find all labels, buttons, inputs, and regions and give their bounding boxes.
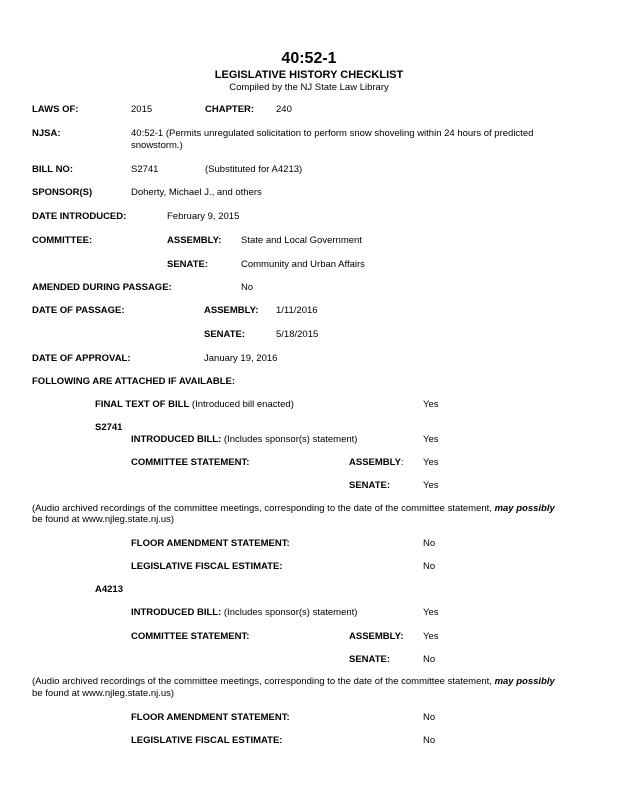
a4213-introduced-label: INTRODUCED BILL: (131, 607, 222, 618)
passage-senate-value: 5/18/2015 (276, 329, 319, 340)
s2741-introduced-value: Yes (423, 434, 439, 445)
passage-assembly-label: ASSEMBLY: (204, 305, 259, 316)
sponsors-value: Doherty, Michael J., and others (131, 187, 262, 198)
committee-senate-label: SENATE: (167, 259, 208, 270)
approval-label: DATE OF APPROVAL: (32, 353, 131, 364)
document-title: LEGISLATIVE HISTORY CHECKLIST (214, 69, 404, 81)
s2741-committee-label: COMMITTEE STATEMENT: (131, 457, 250, 468)
bill-no-value: S2741 (131, 164, 159, 175)
s2741-assembly-value: Yes (423, 457, 439, 468)
s2741-senate-value: Yes (423, 480, 439, 491)
a4213-audio-text: (Audio archived recordings of the committee meetings, corresponding to the date of the committee statement, (32, 676, 495, 687)
s2741-floor-value: No (423, 538, 436, 549)
a4213-audio-emphasis: may possibly (494, 676, 555, 687)
statute-number: 40:52-1 (281, 50, 337, 67)
s2741-senate-label: SENATE: (349, 480, 390, 491)
s2741-audio-emphasis: may possibly (494, 503, 555, 514)
approval-value: January 19, 2016 (204, 353, 278, 364)
final-text-value: Yes (423, 399, 439, 410)
s2741-fiscal-label: LEGISLATIVE FISCAL ESTIMATE: (131, 561, 283, 572)
s2741-introduced-label: INTRODUCED BILL: (131, 434, 222, 445)
bill-no-substitution-note: (Substituted for A4213) (205, 164, 303, 175)
passage-label: DATE OF PASSAGE: (32, 305, 125, 316)
laws-of-value: 2015 (131, 104, 153, 115)
committee-assembly-label: ASSEMBLY: (167, 235, 222, 246)
s2741-assembly-row (349, 457, 404, 469)
s2741-audio-line2: be found at www.njleg.state.nj.us) (32, 514, 175, 525)
chapter-value: 240 (276, 104, 292, 115)
committee-senate-value: Community and Urban Affairs (241, 259, 365, 270)
a4213-floor-value: No (423, 712, 436, 723)
committee-label: COMMITTEE: (32, 235, 93, 246)
amended-value: No (241, 282, 254, 293)
s2741-fiscal-value: No (423, 561, 436, 572)
a4213-audio-line1 (32, 676, 555, 688)
s2741-introduced-row (131, 434, 357, 446)
bill-no-label: BILL NO: (32, 164, 73, 175)
passage-senate-label: SENATE: (204, 329, 245, 340)
njsa-label: NJSA: (32, 128, 61, 139)
laws-of-label: LAWS OF: (32, 104, 79, 115)
s2741-floor-label: FLOOR AMENDMENT STATEMENT: (131, 538, 290, 549)
njsa-value-line1: 40:52-1 (Permits unregulated solicitation to perform snow shoveling within 24 hours of predicted (131, 128, 534, 139)
a4213-introduced-value: Yes (423, 607, 439, 618)
a4213-floor-label: FLOOR AMENDMENT STATEMENT: (131, 712, 290, 723)
a4213-introduced-row (131, 607, 357, 619)
s2741-heading: S2741 (95, 422, 123, 433)
a4213-assembly-label: ASSEMBLY: (349, 631, 404, 642)
a4213-introduced-note: (Includes sponsor(s) statement) (221, 607, 358, 618)
a4213-senate-value: No (423, 654, 436, 665)
s2741-assembly-colon: : (400, 457, 404, 468)
njsa-value-line2: snowstorm.) (131, 140, 183, 151)
chapter-label: CHAPTER: (205, 104, 255, 115)
date-introduced-label: DATE INTRODUCED: (32, 211, 127, 222)
date-introduced-value: February 9, 2015 (167, 211, 240, 222)
final-text-row (95, 399, 294, 411)
sponsors-label: SPONSOR(S) (32, 187, 93, 198)
a4213-fiscal-label: LEGISLATIVE FISCAL ESTIMATE: (131, 735, 283, 746)
a4213-committee-label: COMMITTEE STATEMENT: (131, 631, 250, 642)
compiled-by: Compiled by the NJ State Law Library (229, 82, 389, 93)
a4213-assembly-value: Yes (423, 631, 439, 642)
attached-heading: FOLLOWING ARE ATTACHED IF AVAILABLE: (32, 376, 235, 387)
passage-assembly-value: 1/11/2016 (276, 305, 318, 316)
s2741-assembly-label: ASSEMBLY (349, 457, 401, 468)
a4213-senate-label: SENATE: (349, 654, 390, 665)
final-text-label: FINAL TEXT OF BILL (95, 399, 190, 410)
a4213-audio-line2: be found at www.njleg.state.nj.us) (32, 688, 175, 699)
s2741-introduced-note: (Includes sponsor(s) statement) (221, 434, 358, 445)
a4213-heading: A4213 (95, 584, 123, 595)
final-text-note: (Introduced bill enacted) (189, 399, 294, 410)
a4213-fiscal-value: No (423, 735, 436, 746)
committee-assembly-value: State and Local Government (241, 235, 362, 246)
s2741-audio-text: (Audio archived recordings of the committee meetings, corresponding to the date of the committee statement, (32, 503, 495, 514)
amended-label: AMENDED DURING PASSAGE: (32, 282, 172, 293)
